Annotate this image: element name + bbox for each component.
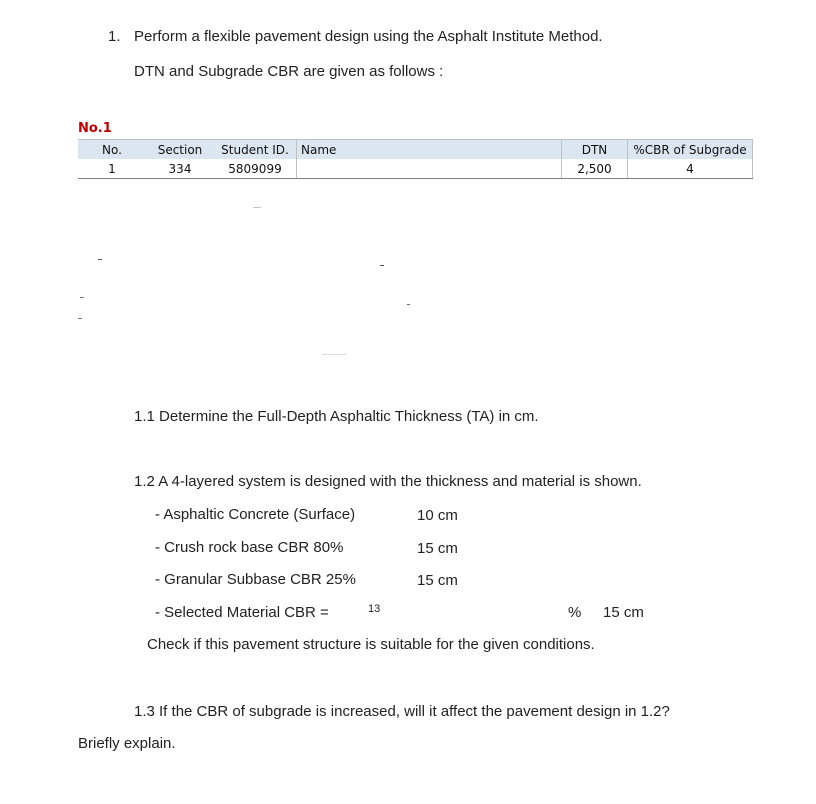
header-no: No. xyxy=(78,140,146,160)
check-text: Check if this pavement structure is suitable for the given conditions. xyxy=(147,636,595,653)
selected-material-thickness: 15 cm xyxy=(603,604,644,621)
selected-material-label: - Selected Material CBR = xyxy=(155,604,329,621)
layer-3-name: - Granular Subbase CBR 25% xyxy=(155,571,356,588)
header-dtn: DTN xyxy=(562,140,628,160)
scan-artifact xyxy=(322,354,346,355)
given-text: DTN and Subgrade CBR are given as follows : xyxy=(134,63,444,80)
cell-cbr: 4 xyxy=(628,159,753,179)
question-1-2-intro: 1.2 A 4-layered system is designed with the thickness and material is shown. xyxy=(134,473,642,490)
scan-artifact xyxy=(253,207,261,208)
question-prompt: Perform a flexible pavement design using the Asphalt Institute Method. xyxy=(134,28,603,45)
layer-1-thickness: 10 cm xyxy=(417,507,458,524)
header-cbr: %CBR of Subgrade xyxy=(628,140,753,160)
selected-material-value: 13 xyxy=(368,603,381,615)
selected-material-percent: % xyxy=(568,604,582,621)
scan-artifact xyxy=(98,259,102,260)
table-header-row xyxy=(78,140,753,160)
question-1-1: 1.1 Determine the Full-Depth Asphaltic Thickness (TA) in cm. xyxy=(134,408,539,425)
cell-name xyxy=(297,159,562,179)
layer-1-name: - Asphaltic Concrete (Surface) xyxy=(155,506,356,523)
cell-dtn: 2,500 xyxy=(562,159,628,179)
question-1-3-explain: Briefly explain. xyxy=(78,735,176,752)
layer-3-thickness: 15 cm xyxy=(417,572,458,589)
header-student-id: Student ID. xyxy=(214,140,297,160)
data-table xyxy=(78,139,753,179)
scan-artifact xyxy=(80,297,84,298)
cell-no: 1 xyxy=(78,159,146,179)
cell-section: 334 xyxy=(146,159,214,179)
question-1-3: 1.3 If the CBR of subgrade is increased, will it affect the pavement design in 1.2? xyxy=(134,703,670,720)
layer-2-thickness: 15 cm xyxy=(417,540,458,557)
question-number: 1. xyxy=(108,28,121,45)
header-section: Section xyxy=(146,140,214,160)
header-name: Name xyxy=(297,140,562,160)
cell-student-id: 5809099 xyxy=(214,159,297,179)
scan-artifact xyxy=(380,265,384,266)
table-row xyxy=(78,159,753,179)
table-label: No.1 xyxy=(78,121,112,136)
scan-artifact xyxy=(78,318,82,319)
scan-artifact xyxy=(407,304,410,305)
layer-2-name: - Crush rock base CBR 80% xyxy=(155,539,344,556)
